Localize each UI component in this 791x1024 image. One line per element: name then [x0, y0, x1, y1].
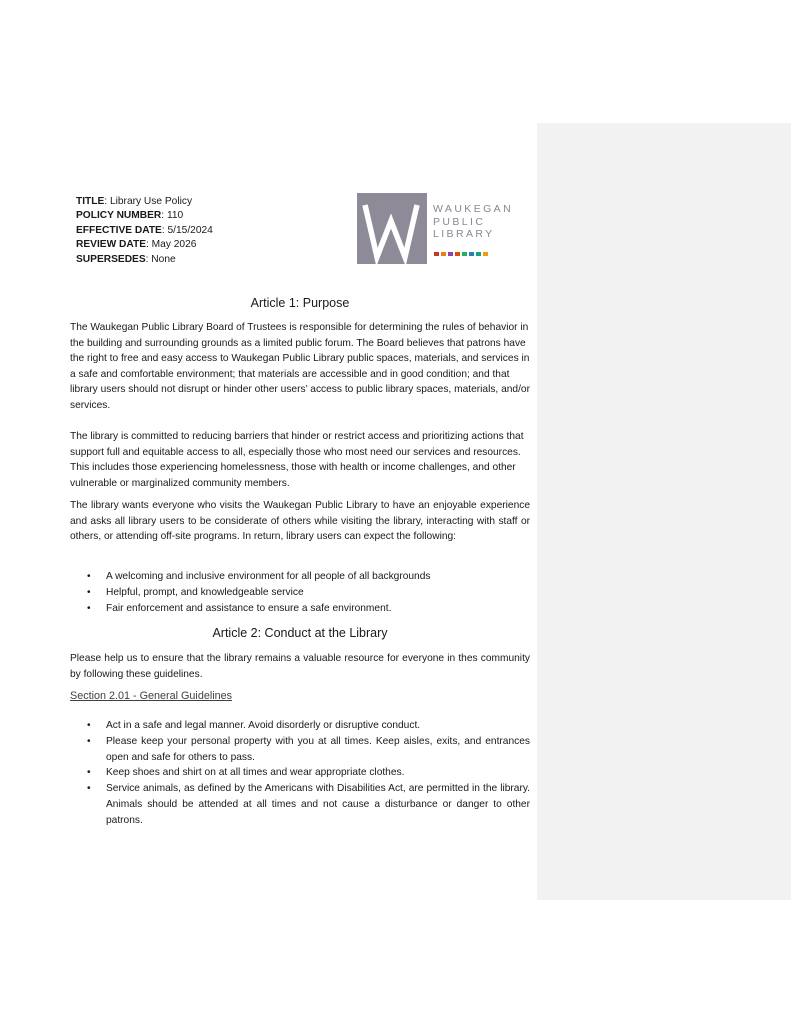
meta-effective-value: : 5/15/2024 — [161, 224, 213, 236]
logo-color-square — [434, 252, 439, 256]
meta-policy-number — [76, 209, 213, 223]
logo-color-square — [455, 252, 460, 256]
meta-title-value: : Library Use Policy — [104, 196, 193, 207]
policy-metadata — [76, 195, 213, 267]
list-item-text: Fair enforcement and assistance to ensure a safe environment. — [106, 602, 392, 614]
article-1-paragraph-1: The Waukegan Public Library Board of Trustees is responsible for determining the rules of behavior in the building and surrounding grounds as a limited public forum. The Board believes that patrons have the right to free and easy access to Waukegan Public Library public spaces, materials, and services in a safe and comfortable environment; that materials are accessible and in good condition; and that library users should not disrupt or hinder other users’ access to public library spaces, materials, and/or services. — [70, 322, 530, 411]
list-item-text: Please keep your personal property with you at all times. Keep aisles, exits, and entrances open and safe for others to pass. — [106, 735, 530, 763]
list-item-text: A welcoming and inclusive environment for all people of all backgrounds — [106, 571, 431, 582]
list-item — [70, 718, 530, 734]
bullet-icon: • — [87, 586, 91, 598]
logo-line-3: LIBRARY — [433, 228, 495, 241]
library-logo — [357, 193, 532, 265]
logo-color-square — [441, 252, 446, 256]
list-item — [70, 765, 530, 781]
logo-line-1: WAUKEGAN — [433, 203, 514, 215]
meta-review-label: REVIEW DATE — [76, 239, 146, 251]
logo-color-square — [462, 252, 467, 256]
article-1-paragraph-3: The library wants everyone who visits the Waukegan Public Library to have an enjoyable experience and asks all library users to be considerate of others while visiting the library, interacting with staff or others, or attending off-site programs. In return, library users can expect the following: — [70, 500, 530, 543]
meta-review-value: : May 2026 — [146, 239, 197, 251]
logo-color-squares — [434, 252, 488, 256]
list-item-text: Service animals, as defined by the Americans with Disabilities Act, are permitted in the library. Animals should be attended at all times and not cause a disturbance or danger to other patrons. — [106, 783, 530, 826]
meta-effective-date — [76, 224, 213, 238]
bullet-icon: • — [87, 783, 91, 795]
article-1-paragraph-2: The library is committed to reducing barriers that hinder or restrict access and prioritizing actions that support full and equitable access to all, especially those who most need our services and resources. This includes those experiencing homelessness, those with health or income challenges, and other vulnerable or marginalized community members. — [70, 431, 524, 489]
article-1-expectations-list — [70, 569, 530, 616]
comment-pane — [537, 123, 791, 900]
meta-title — [76, 195, 213, 209]
meta-supersedes-value: : None — [145, 253, 176, 265]
meta-policy-label: POLICY NUMBER — [76, 210, 162, 222]
logo-color-square — [476, 252, 481, 256]
logo-color-square — [469, 252, 474, 256]
logo-w-mark — [357, 193, 427, 264]
bullet-icon: • — [87, 720, 91, 731]
w-letter-icon — [357, 193, 427, 264]
meta-policy-value: : 110 — [161, 210, 184, 222]
list-item — [70, 734, 530, 766]
meta-supersedes — [76, 253, 213, 267]
bullet-icon: • — [87, 602, 91, 614]
logo-wordmark — [433, 203, 513, 241]
list-item-text: Helpful, prompt, and knowledgeable service — [106, 586, 304, 598]
list-item — [70, 585, 530, 601]
list-item — [70, 569, 530, 585]
general-guidelines-list — [70, 718, 530, 829]
meta-title-label: TITLE — [76, 196, 105, 207]
list-item-text: Act in a safe and legal manner. Avoid disorderly or disruptive conduct. — [106, 720, 421, 731]
meta-review-date — [76, 238, 213, 252]
list-item-text: Keep shoes and shirt on at all times and wear appropriate clothes. — [106, 767, 405, 779]
bullet-icon: • — [87, 767, 91, 779]
list-item — [70, 601, 530, 617]
list-item — [70, 781, 530, 828]
logo-line-2: PUBLIC — [433, 215, 486, 228]
section-2-01-heading: Section 2.01 - General Guidelines — [70, 690, 233, 702]
article-2-heading: Article 2: Conduct at the Library — [212, 626, 388, 640]
meta-supersedes-label: SUPERSEDES — [76, 253, 146, 265]
bullet-icon: • — [87, 571, 91, 582]
article-1-heading: Article 1: Purpose — [250, 296, 350, 310]
logo-color-square — [483, 252, 488, 256]
logo-color-square — [448, 252, 453, 256]
meta-effective-label: EFFECTIVE DATE — [76, 224, 162, 236]
article-2-intro: Please help us to ensure that the library remains a valuable resource for everyone in thes community by following these guidelines. — [70, 653, 530, 680]
bullet-icon: • — [87, 735, 91, 747]
